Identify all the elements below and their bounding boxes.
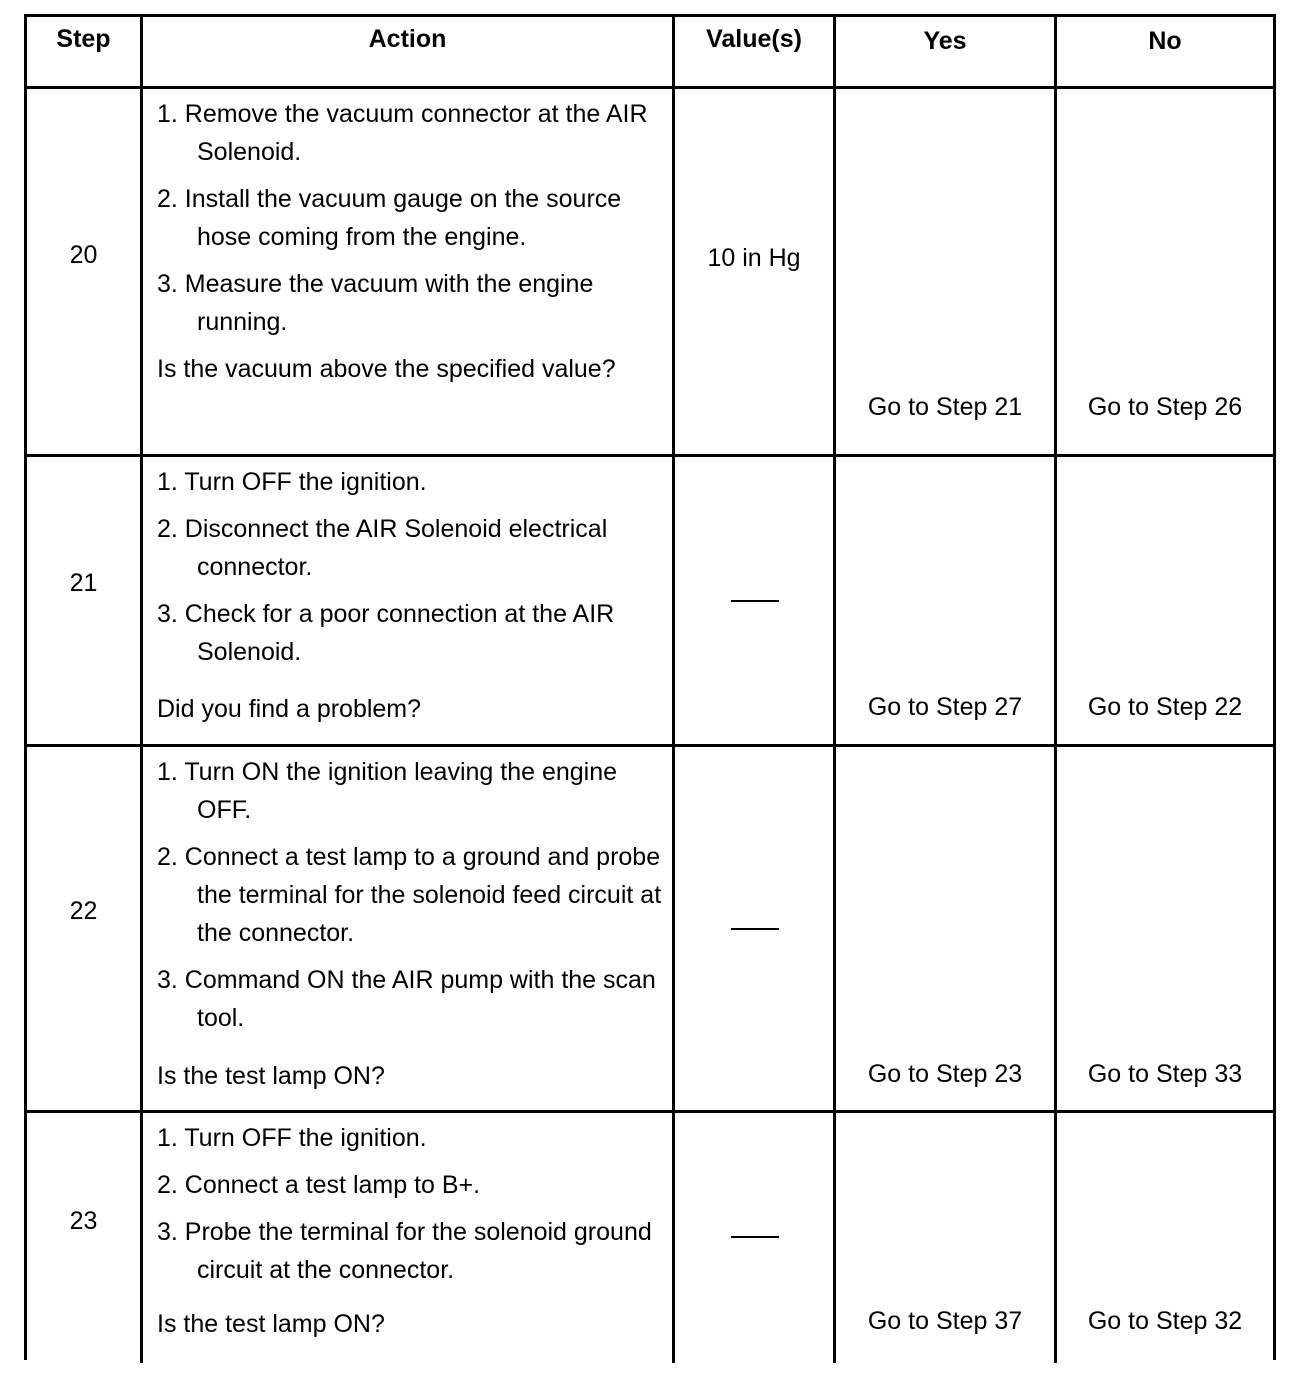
action-question: Is the test lamp ON? — [157, 1310, 385, 1338]
no-goto-step: Go to Step 32 — [1087, 1307, 1243, 1335]
header-step: Step — [56, 25, 111, 53]
step-number: 23 — [69, 1207, 98, 1235]
no-goto-step: Go to Step 33 — [1087, 1060, 1243, 1088]
no-cell — [1054, 1113, 1273, 1363]
step-cell — [27, 89, 140, 454]
action-step-item: 3. Measure the vacuum with the engine running. — [157, 270, 594, 336]
no-goto-step: Go to Step 22 — [1087, 693, 1243, 721]
action-steps-list — [157, 95, 664, 350]
table-row-step-20 — [27, 89, 1273, 457]
header-yes-cell — [833, 17, 1054, 86]
step-number: 20 — [69, 241, 98, 269]
action-cell — [140, 1113, 672, 1363]
value-cell — [672, 89, 833, 454]
header-values-cell — [672, 17, 833, 86]
action-step-item: 1. Remove the vacuum connector at the AIR Solenoid. — [157, 100, 648, 166]
action-question: Is the vacuum above the specified value? — [157, 355, 616, 383]
action-step-item: 3. Check for a poor connection at the AIR Solenoid. — [157, 600, 615, 666]
action-step-item: 1. Turn ON the ignition leaving the engine OFF. — [157, 758, 618, 824]
table-header-row — [27, 17, 1273, 89]
value-dash — [731, 1236, 779, 1238]
no-goto-step: Go to Step 26 — [1087, 393, 1243, 421]
action-cell — [140, 457, 672, 744]
action-step-item: 2. Connect a test lamp to B+. — [157, 1171, 481, 1199]
yes-goto-step: Go to Step 27 — [867, 693, 1023, 721]
action-step-item: 3. Probe the terminal for the solenoid ground circuit at the connector. — [157, 1218, 652, 1284]
value-cell — [672, 1113, 833, 1363]
yes-cell — [833, 747, 1054, 1110]
step-cell — [27, 457, 140, 744]
action-step-item: 3. Command ON the AIR pump with the scan tool. — [157, 966, 656, 1032]
action-steps-list — [157, 753, 664, 1046]
action-steps-list — [157, 1119, 664, 1298]
no-cell — [1054, 457, 1273, 744]
yes-cell — [833, 1113, 1054, 1363]
step-number: 21 — [69, 569, 98, 597]
action-step-item: 1. Turn OFF the ignition. — [157, 468, 427, 496]
value-cell — [672, 457, 833, 744]
header-step-cell — [27, 17, 140, 86]
action-step-item: 2. Disconnect the AIR Solenoid electrical connector. — [157, 515, 608, 581]
step-cell — [27, 747, 140, 1110]
header-no-cell — [1054, 17, 1273, 86]
yes-goto-step: Go to Step 23 — [867, 1060, 1023, 1088]
value-dash — [731, 928, 779, 930]
value-dash — [731, 600, 779, 602]
action-cell — [140, 747, 672, 1110]
header-values: Value(s) — [706, 25, 802, 53]
table-row-step-23 — [27, 1113, 1273, 1363]
yes-goto-step: Go to Step 21 — [867, 393, 1023, 421]
step-cell — [27, 1113, 140, 1363]
header-no: No — [1148, 27, 1182, 55]
yes-goto-step: Go to Step 37 — [867, 1307, 1023, 1335]
yes-cell — [833, 89, 1054, 454]
action-question: Did you find a problem? — [157, 695, 422, 723]
specified-value: 10 in Hg — [707, 244, 801, 272]
action-step-item: 2. Install the vacuum gauge on the source hose coming from the engine. — [157, 185, 622, 251]
value-cell — [672, 747, 833, 1110]
table-row-step-22 — [27, 747, 1273, 1113]
action-steps-list — [157, 463, 664, 680]
yes-cell — [833, 457, 1054, 744]
diagnostic-table — [24, 14, 1276, 1360]
header-action: Action — [368, 25, 447, 53]
step-number: 22 — [69, 897, 98, 925]
action-question: Is the test lamp ON? — [157, 1062, 385, 1090]
no-cell — [1054, 89, 1273, 454]
action-step-item: 2. Connect a test lamp to a ground and probe the terminal for the solenoid feed circuit at the connector. — [157, 843, 662, 947]
action-step-item: 1. Turn OFF the ignition. — [157, 1124, 427, 1152]
action-cell — [140, 89, 672, 454]
header-action-cell — [140, 17, 672, 86]
header-yes: Yes — [923, 27, 967, 55]
no-cell — [1054, 747, 1273, 1110]
table-row-step-21 — [27, 457, 1273, 747]
